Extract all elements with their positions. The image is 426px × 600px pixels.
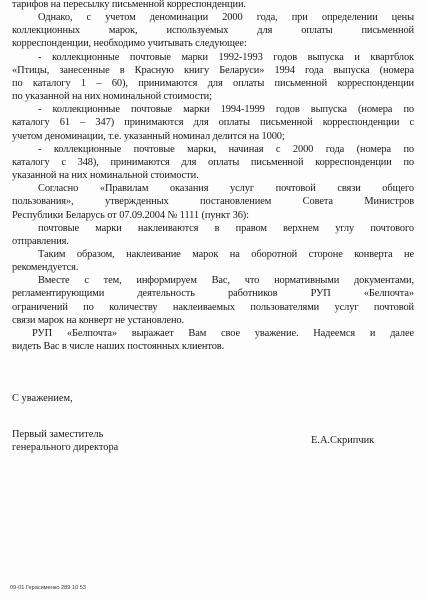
text-line: корреспонденции, необходимо учитывать следующее:	[12, 38, 247, 50]
text-line: регламентирующими деятельность работников РУП «Белпочта»	[12, 288, 414, 300]
text-line: тарифов на пересылку письменной корреспонденции.	[12, 0, 246, 10]
text-line: Однако, с учетом деноминации 2000 года, при определении цены	[38, 12, 414, 24]
text-line: связи марок на конверт не установлено.	[12, 314, 185, 326]
text-line: - коллекционные почтовые марки, начиная с 2000 года (номера по	[38, 143, 414, 155]
text-line: - коллекционные почтовые марки 1992-1993 годов выпуска и квартблок	[38, 51, 414, 63]
text-line: каталогу с 348), принимаются для оплаты письменной корреспонденции по	[12, 156, 414, 168]
text-line: ограничений по количеству наклеиваемых пользователями услуг почтовой	[12, 301, 414, 313]
letter-body	[12, 0, 414, 353]
text-line: отправления.	[12, 235, 69, 247]
text-line: почтовые марки наклеиваются в правом верхнем углу почтового	[38, 222, 414, 234]
text-line: коллекционных марок, используемых для оплаты письменной	[12, 25, 414, 37]
signatory-name: Е.А.Скрипчик	[311, 435, 375, 446]
text-line: Согласно «Правилам оказания услуг почтовой связи общего	[38, 183, 414, 195]
text-line: учетом деноминации, т.е. указанный номинал делится на 1000;	[12, 130, 285, 142]
text-line: указанной на них номинальной стоимости.	[12, 170, 199, 182]
text-line: РУП «Белпочта» выражает Вам свое уважение. Надеемся и далее	[32, 327, 414, 339]
text-line: - коллекционные почтовые марки 1994-1999 годов выпуска (номера по	[38, 104, 414, 116]
text-line: Вместе с тем, информируем Вас, что нормативными документами,	[38, 275, 414, 287]
text-line: видеть Вас в числе наших постоянных клиентов.	[12, 341, 225, 353]
signatory-title-line2: генерального директора	[12, 442, 119, 453]
text-line: «Птицы, занесенные в Красную книгу Беларуси» 1994 года выпуска (номера	[12, 64, 414, 76]
text-line: по указанной на них номинальной стоимости;	[12, 91, 212, 103]
text-line: Таким образом, наклеивание марок на оборотной стороне конверта не	[38, 248, 414, 260]
text-line: каталогу 61 – 347) принимаются для оплаты письменной корреспонденции с	[12, 117, 414, 129]
text-line: рекомендуется.	[12, 262, 79, 274]
closing-salutation: С уважением,	[12, 393, 73, 404]
text-line: по каталогу 1 – 60), принимаются для оплаты письменной корреспонденции	[12, 77, 414, 89]
signatory-title-line1: Первый заместитель	[12, 429, 104, 440]
text-line: пользования», утвержденных постановлением Совета Министров	[12, 196, 414, 208]
footer-executor-note: 09-01 Герасименко 289 10 53	[10, 585, 86, 591]
text-line: Республики Беларусь от 07.09.2004 № 1111 (пункт 36):	[12, 209, 249, 221]
